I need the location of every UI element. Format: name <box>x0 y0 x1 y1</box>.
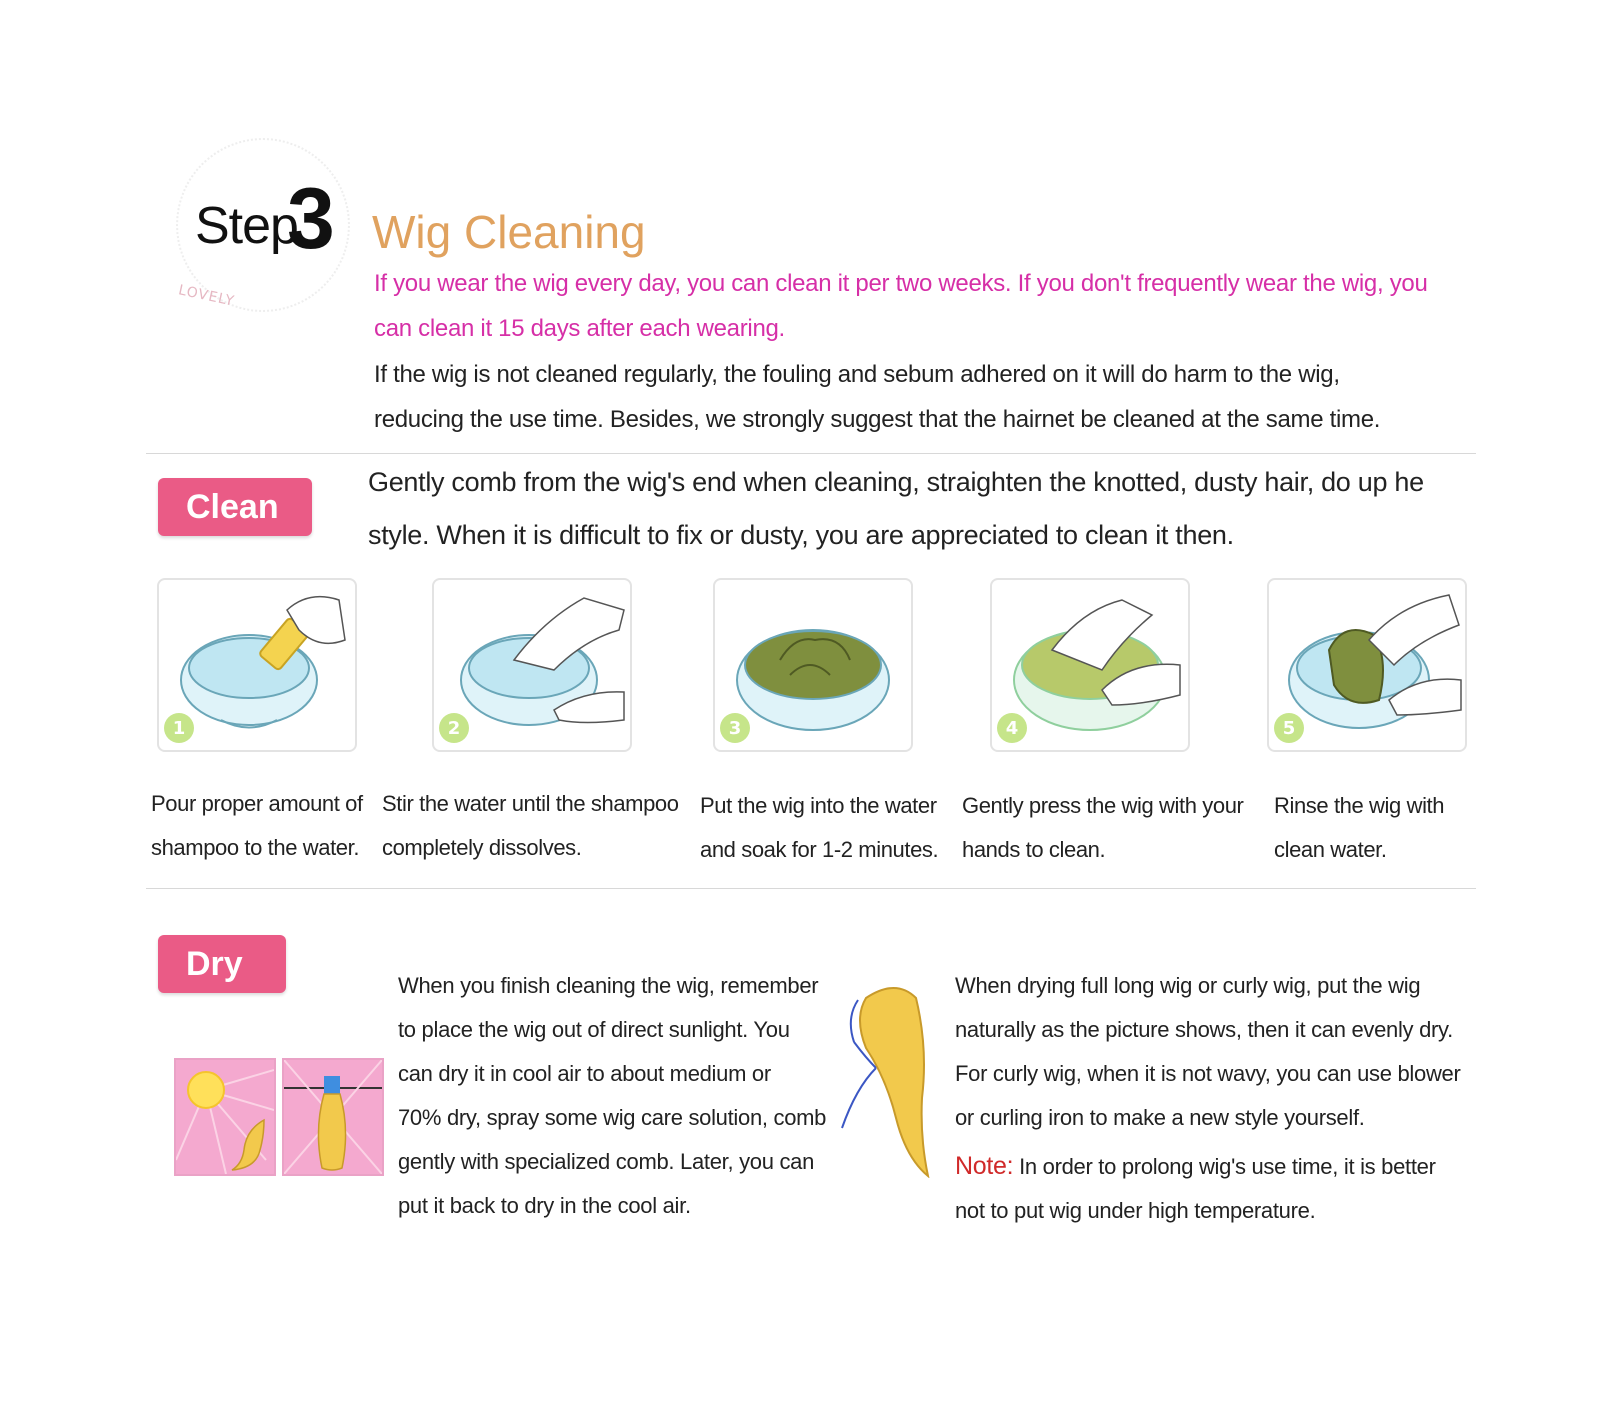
step-5-caption-line-1: Rinse the wig with <box>1274 793 1445 818</box>
step-1-caption <box>151 782 363 870</box>
step-1-caption-line-2: shampoo to the water. <box>151 835 360 860</box>
section-divider <box>146 453 1476 454</box>
brand-logo-watermark: LOVELY <box>176 282 237 310</box>
step-4-caption <box>962 784 1243 872</box>
step-2-caption-line-2: completely dissolves. <box>382 835 582 860</box>
step-4-badge: 4 <box>1005 718 1019 739</box>
step-2-caption-line-1: Stir the water until the shampoo <box>382 791 679 816</box>
intro-dark-line-1: If the wig is not cleaned regularly, the fouling and sebum adhered on it will do harm to the wig, <box>374 361 1340 388</box>
step-3-illustration <box>713 578 913 752</box>
step-4-illustration <box>990 578 1190 752</box>
dry-left-line-4: 70% dry, spray some wig care solution, comb <box>398 1105 827 1130</box>
clean-text-line-2: style. When it is difficult to fix or dusty, you are appreciated to clean it then. <box>368 520 1234 550</box>
dry-right-line-4: or curling iron to make a new style yourself. <box>955 1105 1365 1130</box>
note-text-line-2: not to put wig under high temperature. <box>955 1198 1316 1223</box>
step-5-illustration <box>1267 578 1467 752</box>
dry-right-line-3: For curly wig, when it is not wavy, you can use blower <box>955 1061 1461 1086</box>
section-divider <box>146 888 1476 889</box>
step-3-caption-line-1: Put the wig into the water <box>700 793 937 818</box>
hanging-dry-illustration <box>282 1058 384 1176</box>
sun-icon <box>188 1072 224 1108</box>
step-4-caption-line-2: hands to clean. <box>962 837 1106 862</box>
step-3-caption <box>700 784 938 872</box>
intro-pink-line-2: can clean it 15 days after each wearing. <box>374 315 785 342</box>
intro-pink-line-1: If you wear the wig every day, you can clean it per two weeks. If you don't frequently wear the wig, you <box>374 270 1428 297</box>
note-text-line-1: In order to prolong wig's use time, it is better <box>1013 1154 1436 1179</box>
step-2-illustration <box>432 578 632 752</box>
dry-right-line-2: naturally as the picture shows, then it can evenly dry. <box>955 1017 1453 1042</box>
dry-left-line-3: can dry it in cool air to about medium or <box>398 1061 771 1086</box>
long-wig-illustration <box>836 978 936 1178</box>
dry-label-badge: Dry <box>158 935 286 993</box>
clean-label-badge: Clean <box>158 478 312 536</box>
step-2-badge: 2 <box>447 718 461 739</box>
step-1-caption-line-1: Pour proper amount of <box>151 791 363 816</box>
step-5-caption <box>1274 784 1444 872</box>
step-1-illustration <box>157 578 357 752</box>
step-2-caption <box>382 782 679 870</box>
sun-illustration <box>174 1058 276 1176</box>
hanging-wig-icon <box>324 1076 340 1094</box>
dry-right-text <box>955 964 1461 1233</box>
dry-left-line-1: When you finish cleaning the wig, remember <box>398 973 819 998</box>
note-line <box>955 1144 1461 1189</box>
step-1-badge: 1 <box>172 718 186 739</box>
step-number: 3 <box>287 171 335 267</box>
dry-left-line-2: to place the wig out of direct sunlight. You <box>398 1017 790 1042</box>
page-title: Wig Cleaning <box>372 206 646 258</box>
step-word: Step <box>195 197 298 255</box>
dry-right-line-1: When drying full long wig or curly wig, put the wig <box>955 973 1421 998</box>
step-5-caption-line-2: clean water. <box>1274 837 1387 862</box>
dry-left-line-6: put it back to dry in the cool air. <box>398 1193 691 1218</box>
dry-left-text <box>398 964 826 1228</box>
dry-left-line-5: gently with specialized comb. Later, you can <box>398 1149 815 1174</box>
step-5-badge: 5 <box>1282 718 1296 739</box>
note-label: Note: <box>955 1152 1014 1180</box>
clean-text-line-1: Gently comb from the wig's end when cleaning, straighten the knotted, dusty hair, do up he <box>368 467 1424 497</box>
step-3-badge: 3 <box>728 718 742 739</box>
intro-dark-line-2: reducing the use time. Besides, we strongly suggest that the hairnet be cleaned at the same time. <box>374 406 1381 433</box>
step-3-caption-line-2: and soak for 1-2 minutes. <box>700 837 939 862</box>
step-4-caption-line-1: Gently press the wig with your <box>962 793 1244 818</box>
